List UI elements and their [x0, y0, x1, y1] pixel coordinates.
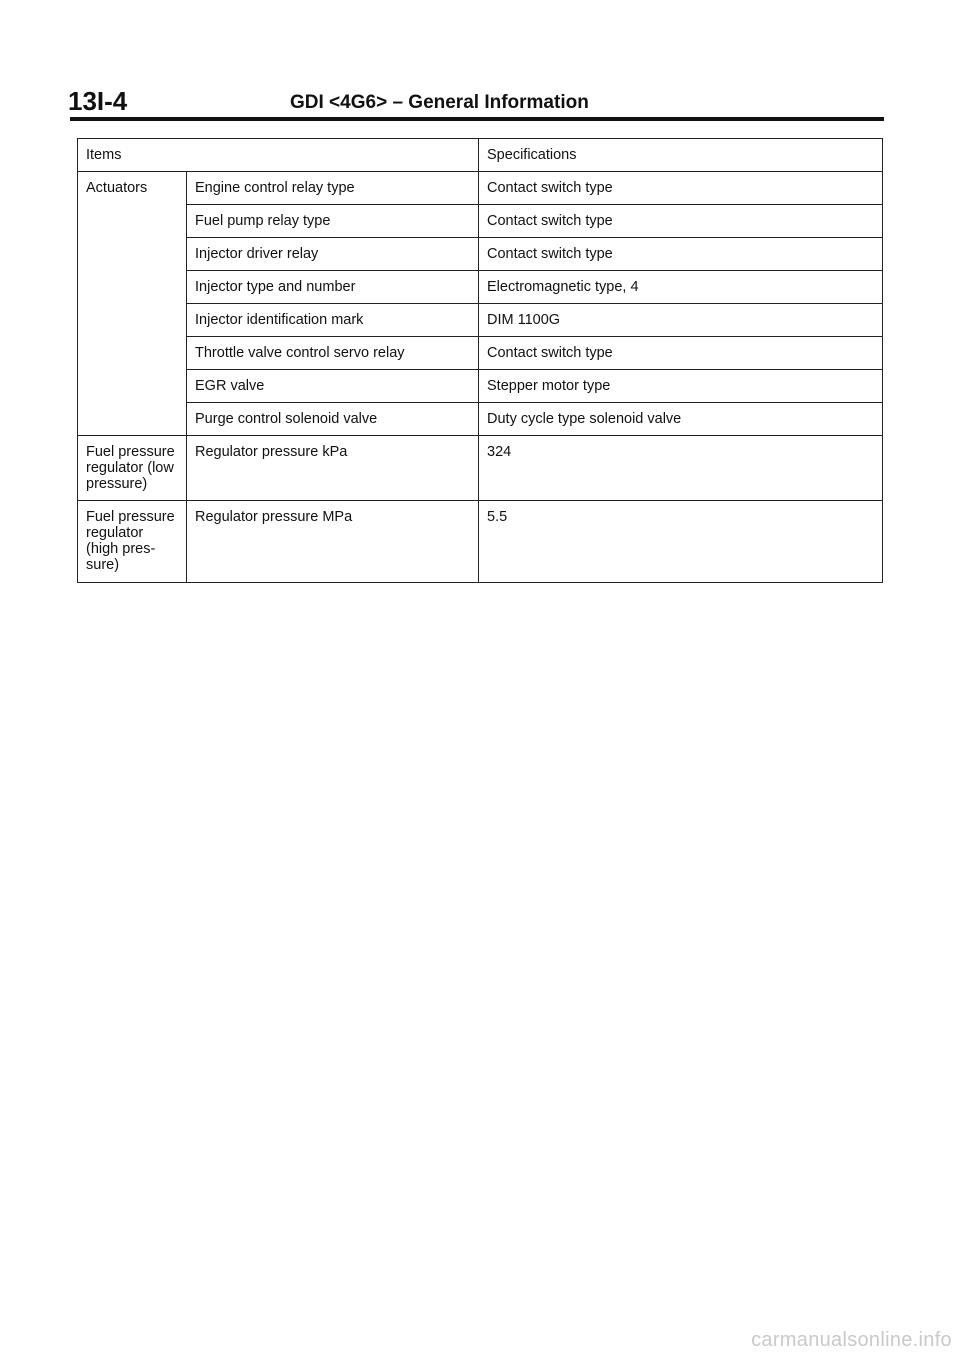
spec-cell: Contact switch type	[479, 172, 883, 205]
spec-cell: Duty cycle type solenoid valve	[479, 403, 883, 436]
table-row	[78, 370, 883, 403]
actuators-group-label: Actuators	[78, 172, 187, 436]
table-row	[78, 403, 883, 436]
spec-cell: DIM 1100G	[479, 304, 883, 337]
table-row	[78, 172, 883, 205]
item-cell: EGR valve	[187, 370, 479, 403]
specifications-header: Specifications	[479, 139, 883, 172]
item-cell: Purge control solenoid valve	[187, 403, 479, 436]
table-row	[78, 271, 883, 304]
specifications-table	[77, 138, 883, 583]
fuel-pressure-high-group-label: Fuel pressure regulator (high pres- sure)	[78, 501, 187, 583]
item-cell: Throttle valve control servo relay	[187, 337, 479, 370]
table-row	[78, 205, 883, 238]
page-title: GDI <4G6> – General Information	[290, 92, 589, 113]
table-header-row	[78, 139, 883, 172]
item-cell: Engine control relay type	[187, 172, 479, 205]
item-cell: Fuel pump relay type	[187, 205, 479, 238]
table-row	[78, 436, 883, 501]
item-cell: Injector identification mark	[187, 304, 479, 337]
fuel-pressure-low-group-label: Fuel pressure regulator (low pressure)	[78, 436, 187, 501]
table-row	[78, 304, 883, 337]
item-cell: Regulator pressure kPa	[187, 436, 479, 501]
item-cell: Injector driver relay	[187, 238, 479, 271]
items-header: Items	[78, 139, 479, 172]
header-rule	[70, 117, 884, 121]
spec-cell: 324	[479, 436, 883, 501]
spec-cell: 5.5	[479, 501, 883, 583]
page-number: 13I-4	[68, 86, 128, 116]
spec-cell: Electromagnetic type, 4	[479, 271, 883, 304]
spec-cell: Contact switch type	[479, 238, 883, 271]
item-cell: Injector type and number	[187, 271, 479, 304]
table-row	[78, 501, 883, 583]
table-row	[78, 238, 883, 271]
table-row	[78, 337, 883, 370]
spec-cell: Contact switch type	[479, 205, 883, 238]
watermark: carmanualsonline.info	[751, 1329, 952, 1351]
spec-cell: Stepper motor type	[479, 370, 883, 403]
item-cell: Regulator pressure MPa	[187, 501, 479, 583]
spec-cell: Contact switch type	[479, 337, 883, 370]
